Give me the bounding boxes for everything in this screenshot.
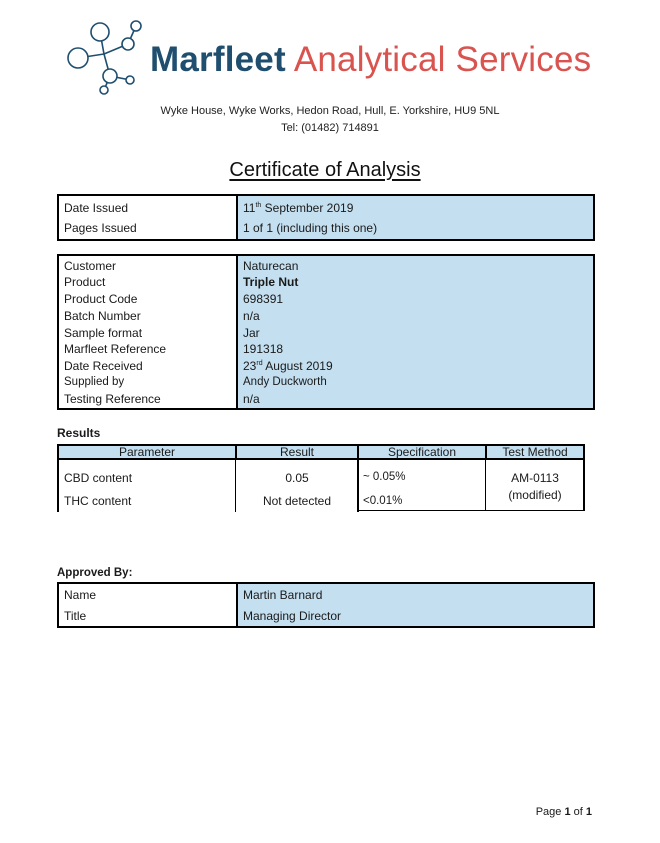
results-heading: Results bbox=[57, 426, 101, 440]
detail-label: Supplied by bbox=[64, 376, 125, 388]
result-row-specification: ~ 0.05% bbox=[363, 471, 406, 483]
detail-value: n/a bbox=[243, 392, 260, 406]
test-method-note: (modified) bbox=[508, 488, 562, 502]
detail-value: 698391 bbox=[243, 292, 284, 306]
company-telephone: Tel: (01482) 714891 bbox=[281, 122, 379, 134]
approver-name-label: Name bbox=[64, 588, 97, 602]
date-issued-value: 11th September 2019 bbox=[243, 201, 354, 215]
result-row-parameter: CBD content bbox=[64, 471, 133, 485]
detail-label: Sample format bbox=[64, 326, 143, 340]
detail-label: Testing Reference bbox=[64, 392, 161, 406]
page-number: Page 1 of 1 bbox=[535, 806, 592, 818]
approval-title-box bbox=[57, 604, 595, 628]
date-issued-label: Date Issued bbox=[64, 201, 129, 215]
brand-light: Analytical Services bbox=[293, 40, 592, 79]
detail-label: Product bbox=[64, 275, 106, 289]
detail-label: Date Received bbox=[64, 359, 143, 373]
pages-issued-value: 1 of 1 (including this one) bbox=[243, 221, 378, 235]
result-row-specification: <0.01% bbox=[363, 495, 403, 507]
pages-issued-label: Pages Issued bbox=[64, 221, 137, 235]
brand-bold: Marfleet bbox=[150, 40, 286, 79]
company-logo bbox=[64, 18, 594, 96]
document-title: Certificate of Analysis bbox=[229, 159, 421, 181]
detail-value: Naturecan bbox=[243, 259, 299, 273]
column-header-result: Result bbox=[235, 444, 359, 460]
approved-by-heading: Approved By: bbox=[57, 567, 133, 579]
column-header-specification: Specification bbox=[357, 444, 487, 460]
issue-info-box bbox=[57, 194, 595, 241]
test-method-code: AM-0113 bbox=[511, 471, 559, 485]
molecule-icon bbox=[64, 18, 154, 96]
detail-value: n/a bbox=[243, 309, 260, 323]
results-table bbox=[57, 444, 585, 512]
detail-value: 23rd August 2019 bbox=[243, 359, 333, 373]
detail-label: Marfleet Reference bbox=[64, 342, 167, 356]
column-header-parameter: Parameter bbox=[57, 444, 237, 460]
company-address: Wyke House, Wyke Works, Hedon Road, Hull, E. Yorkshire, HU9 5NL bbox=[160, 105, 500, 117]
result-row-parameter: THC content bbox=[64, 494, 132, 508]
detail-value: 191318 bbox=[243, 342, 284, 356]
detail-value: Andy Duckworth bbox=[243, 376, 327, 388]
approver-title-value: Managing Director bbox=[243, 609, 342, 623]
detail-label: Product Code bbox=[64, 292, 138, 306]
detail-value: Jar bbox=[243, 326, 260, 340]
approver-name-value: Martin Barnard bbox=[243, 588, 323, 602]
approver-title-label: Title bbox=[64, 609, 87, 623]
detail-value: Triple Nut bbox=[243, 275, 299, 289]
detail-label: Customer bbox=[64, 259, 117, 273]
result-row-value: Not detected bbox=[262, 494, 332, 508]
sample-details-box bbox=[57, 254, 595, 410]
result-row-value: 0.05 bbox=[285, 471, 309, 485]
column-header-test-method: Test Method bbox=[485, 444, 585, 460]
brand-name bbox=[150, 40, 591, 80]
detail-label: Batch Number bbox=[64, 309, 141, 323]
